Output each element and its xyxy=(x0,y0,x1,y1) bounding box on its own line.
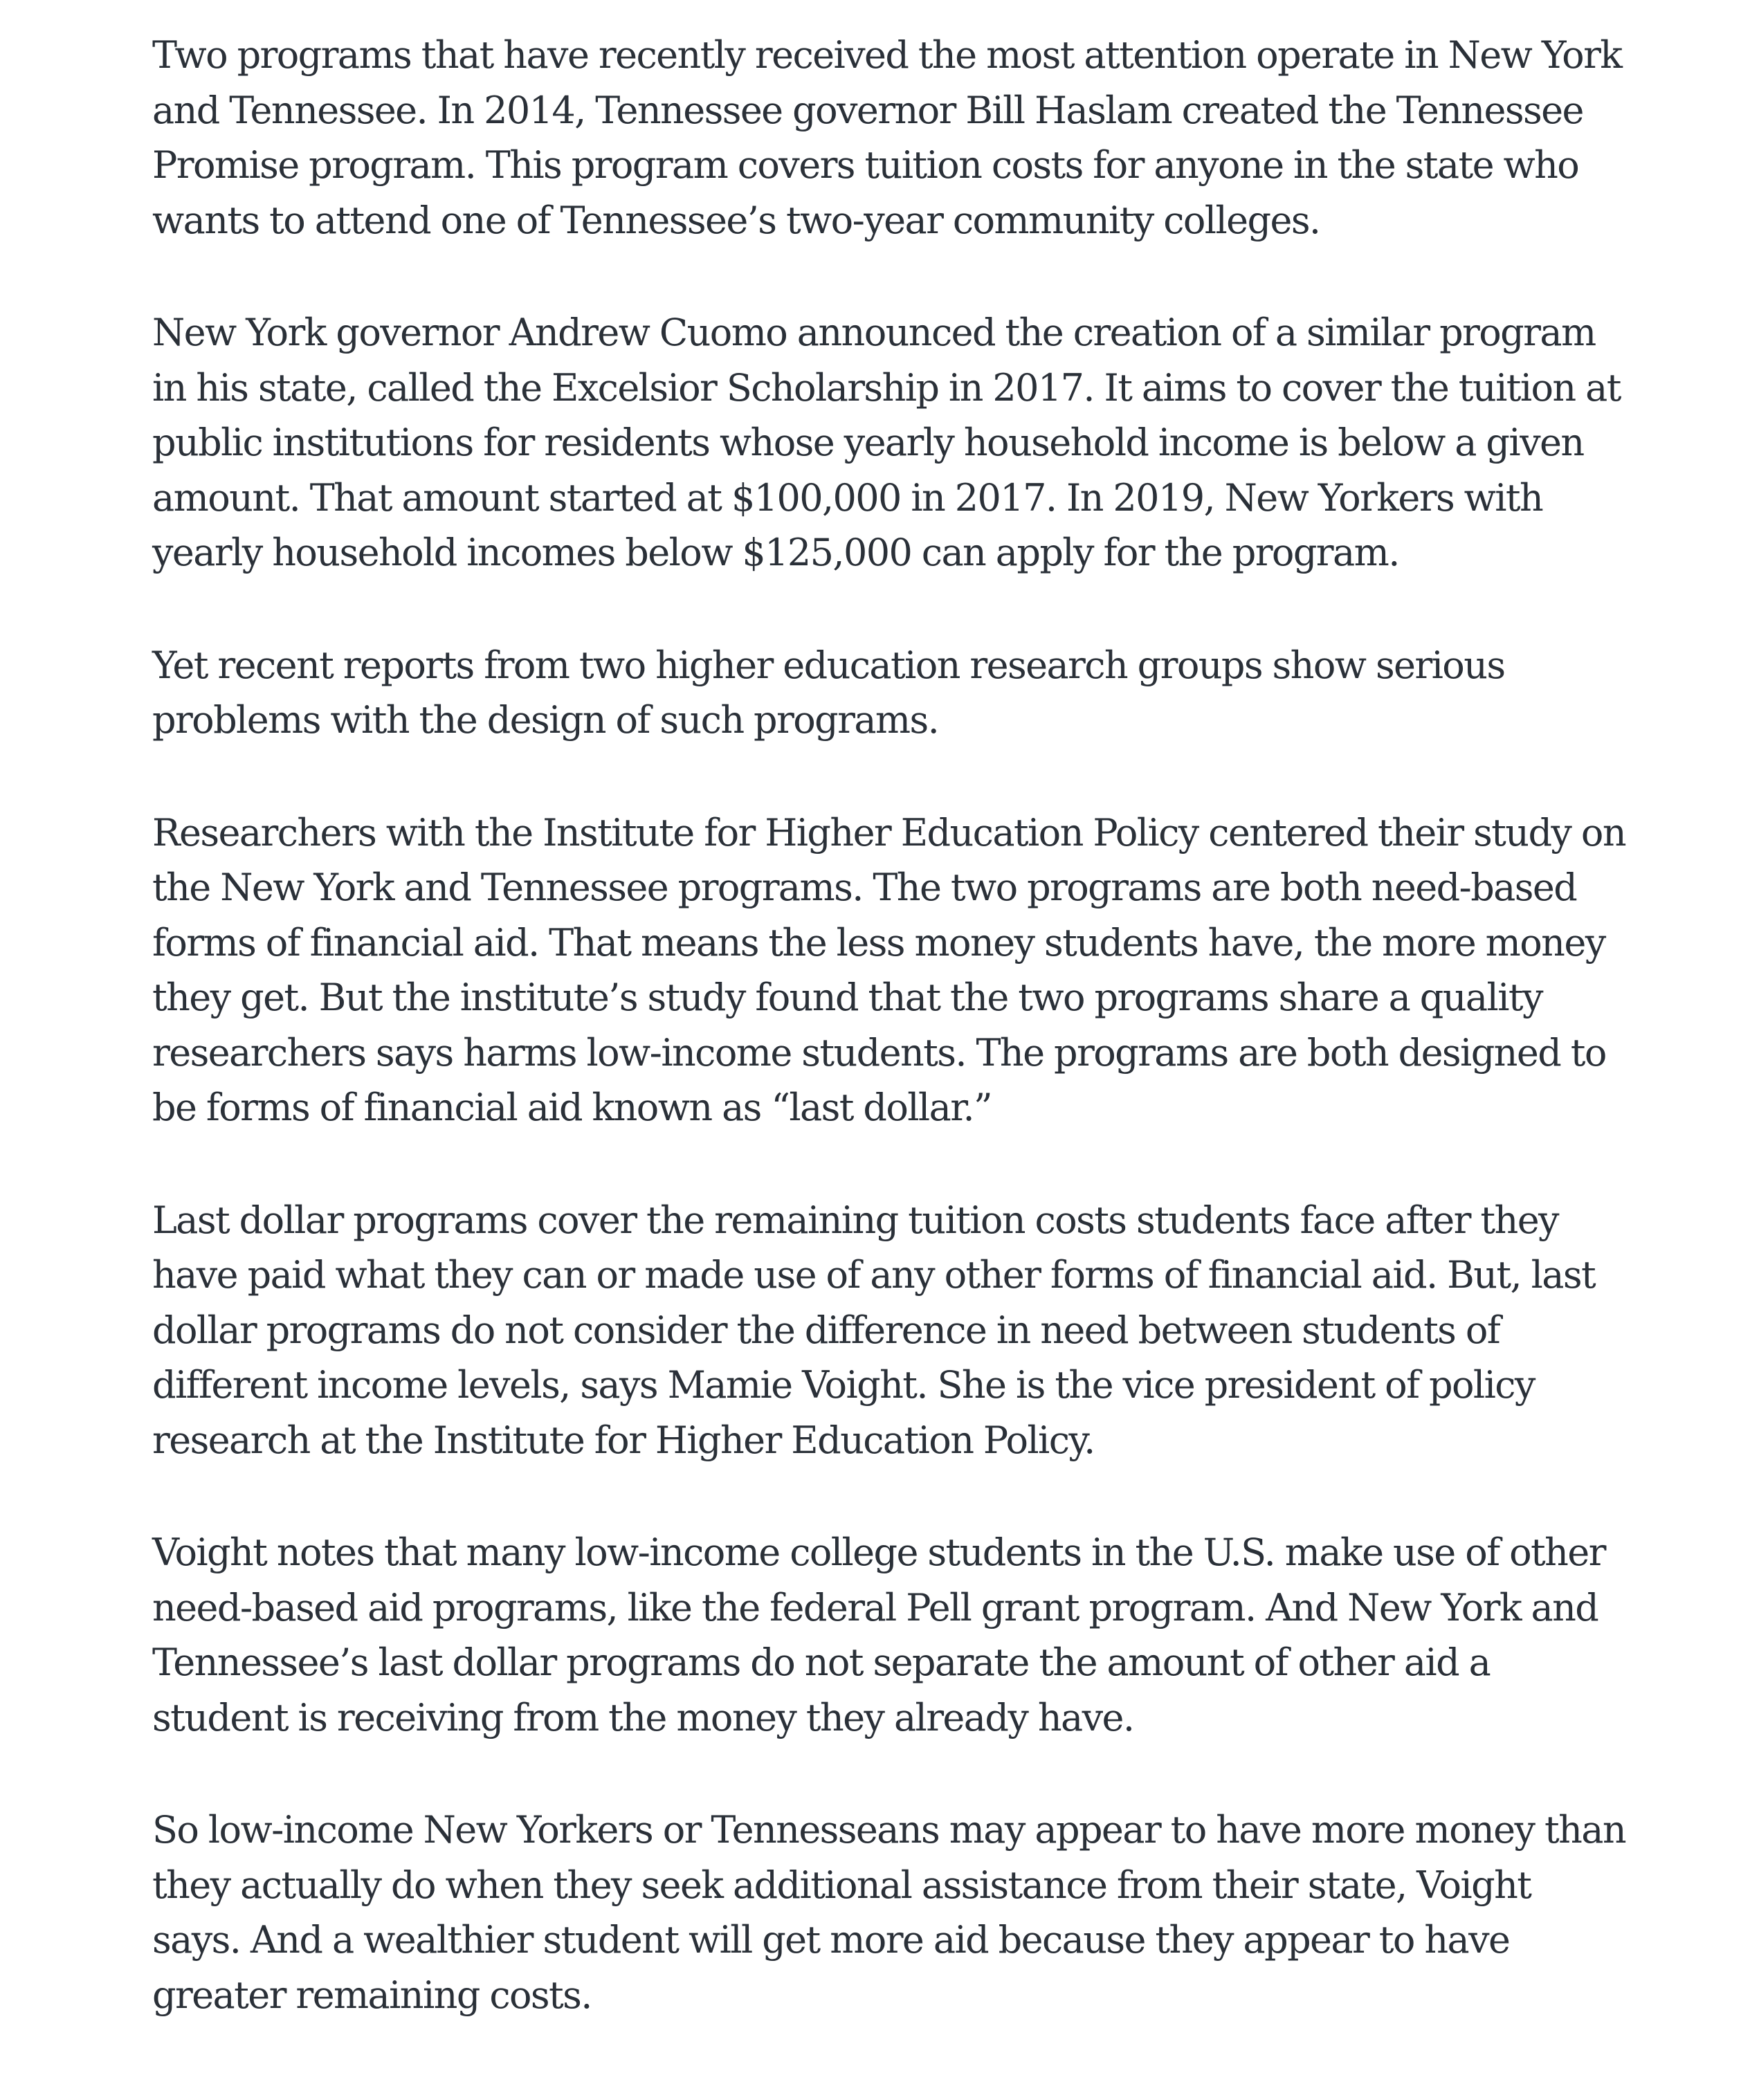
paragraph-6: Voight notes that many low-income college students in the U.S. make use of other need-based aid programs, like the federal Pell grant program. And New York and Tennessee’s last dollar programs do not separate the amount of other aid a student is receiving from the money they already have. xyxy=(152,1531,1605,1740)
paragraph-3: Yet recent reports from two higher education research groups show serious problems with the design of such programs. xyxy=(152,643,1505,742)
paragraph-5: Last dollar programs cover the remaining tuition costs students face after they have paid what they can or made use of any other forms of financial aid. But, last dollar programs do not consider the difference in need between students of different income levels, says Mamie Voight. She is the vice president of policy research at the Institute for Higher Education Policy. xyxy=(152,1198,1596,1462)
paragraph-1: Two programs that have recently received the most attention operate in New York and Tennessee. In 2014, Tennessee governor Bill Haslam created the Tennessee Promise program. This program covers tuition costs for anyone in the state who wants to attend one of Tennessee’s two-year community colleges. xyxy=(152,33,1622,242)
article-body xyxy=(152,28,1626,2080)
paragraph-2: New York governor Andrew Cuomo announced the creation of a similar program in his state, called the Excelsior Scholarship in 2017. It aims to cover the tuition at public institutions for residents whose yearly household income is below a given amount. That amount started at $100,000 in 2017. In 2019, New Yorkers with yearly household incomes below $125,000 can apply for the program. xyxy=(152,311,1621,574)
paragraph-4: Researchers with the Institute for Higher Education Policy centered their study on the New York and Tennessee programs. The two programs are both need-based forms of financial aid. That means the less money students have, the more money they get. But the institute’s study found that the two programs share a quality researchers says harms low-income students. The programs are both designed to be forms of financial aid known as “last dollar.” xyxy=(152,810,1625,1129)
paragraph-7: So low-income New Yorkers or Tennesseans may appear to have more money than they actually do when they seek additional assistance from their state, Voight says. And a wealthier student will get more aid because they appear to have greater remaining costs. xyxy=(152,1808,1626,2017)
